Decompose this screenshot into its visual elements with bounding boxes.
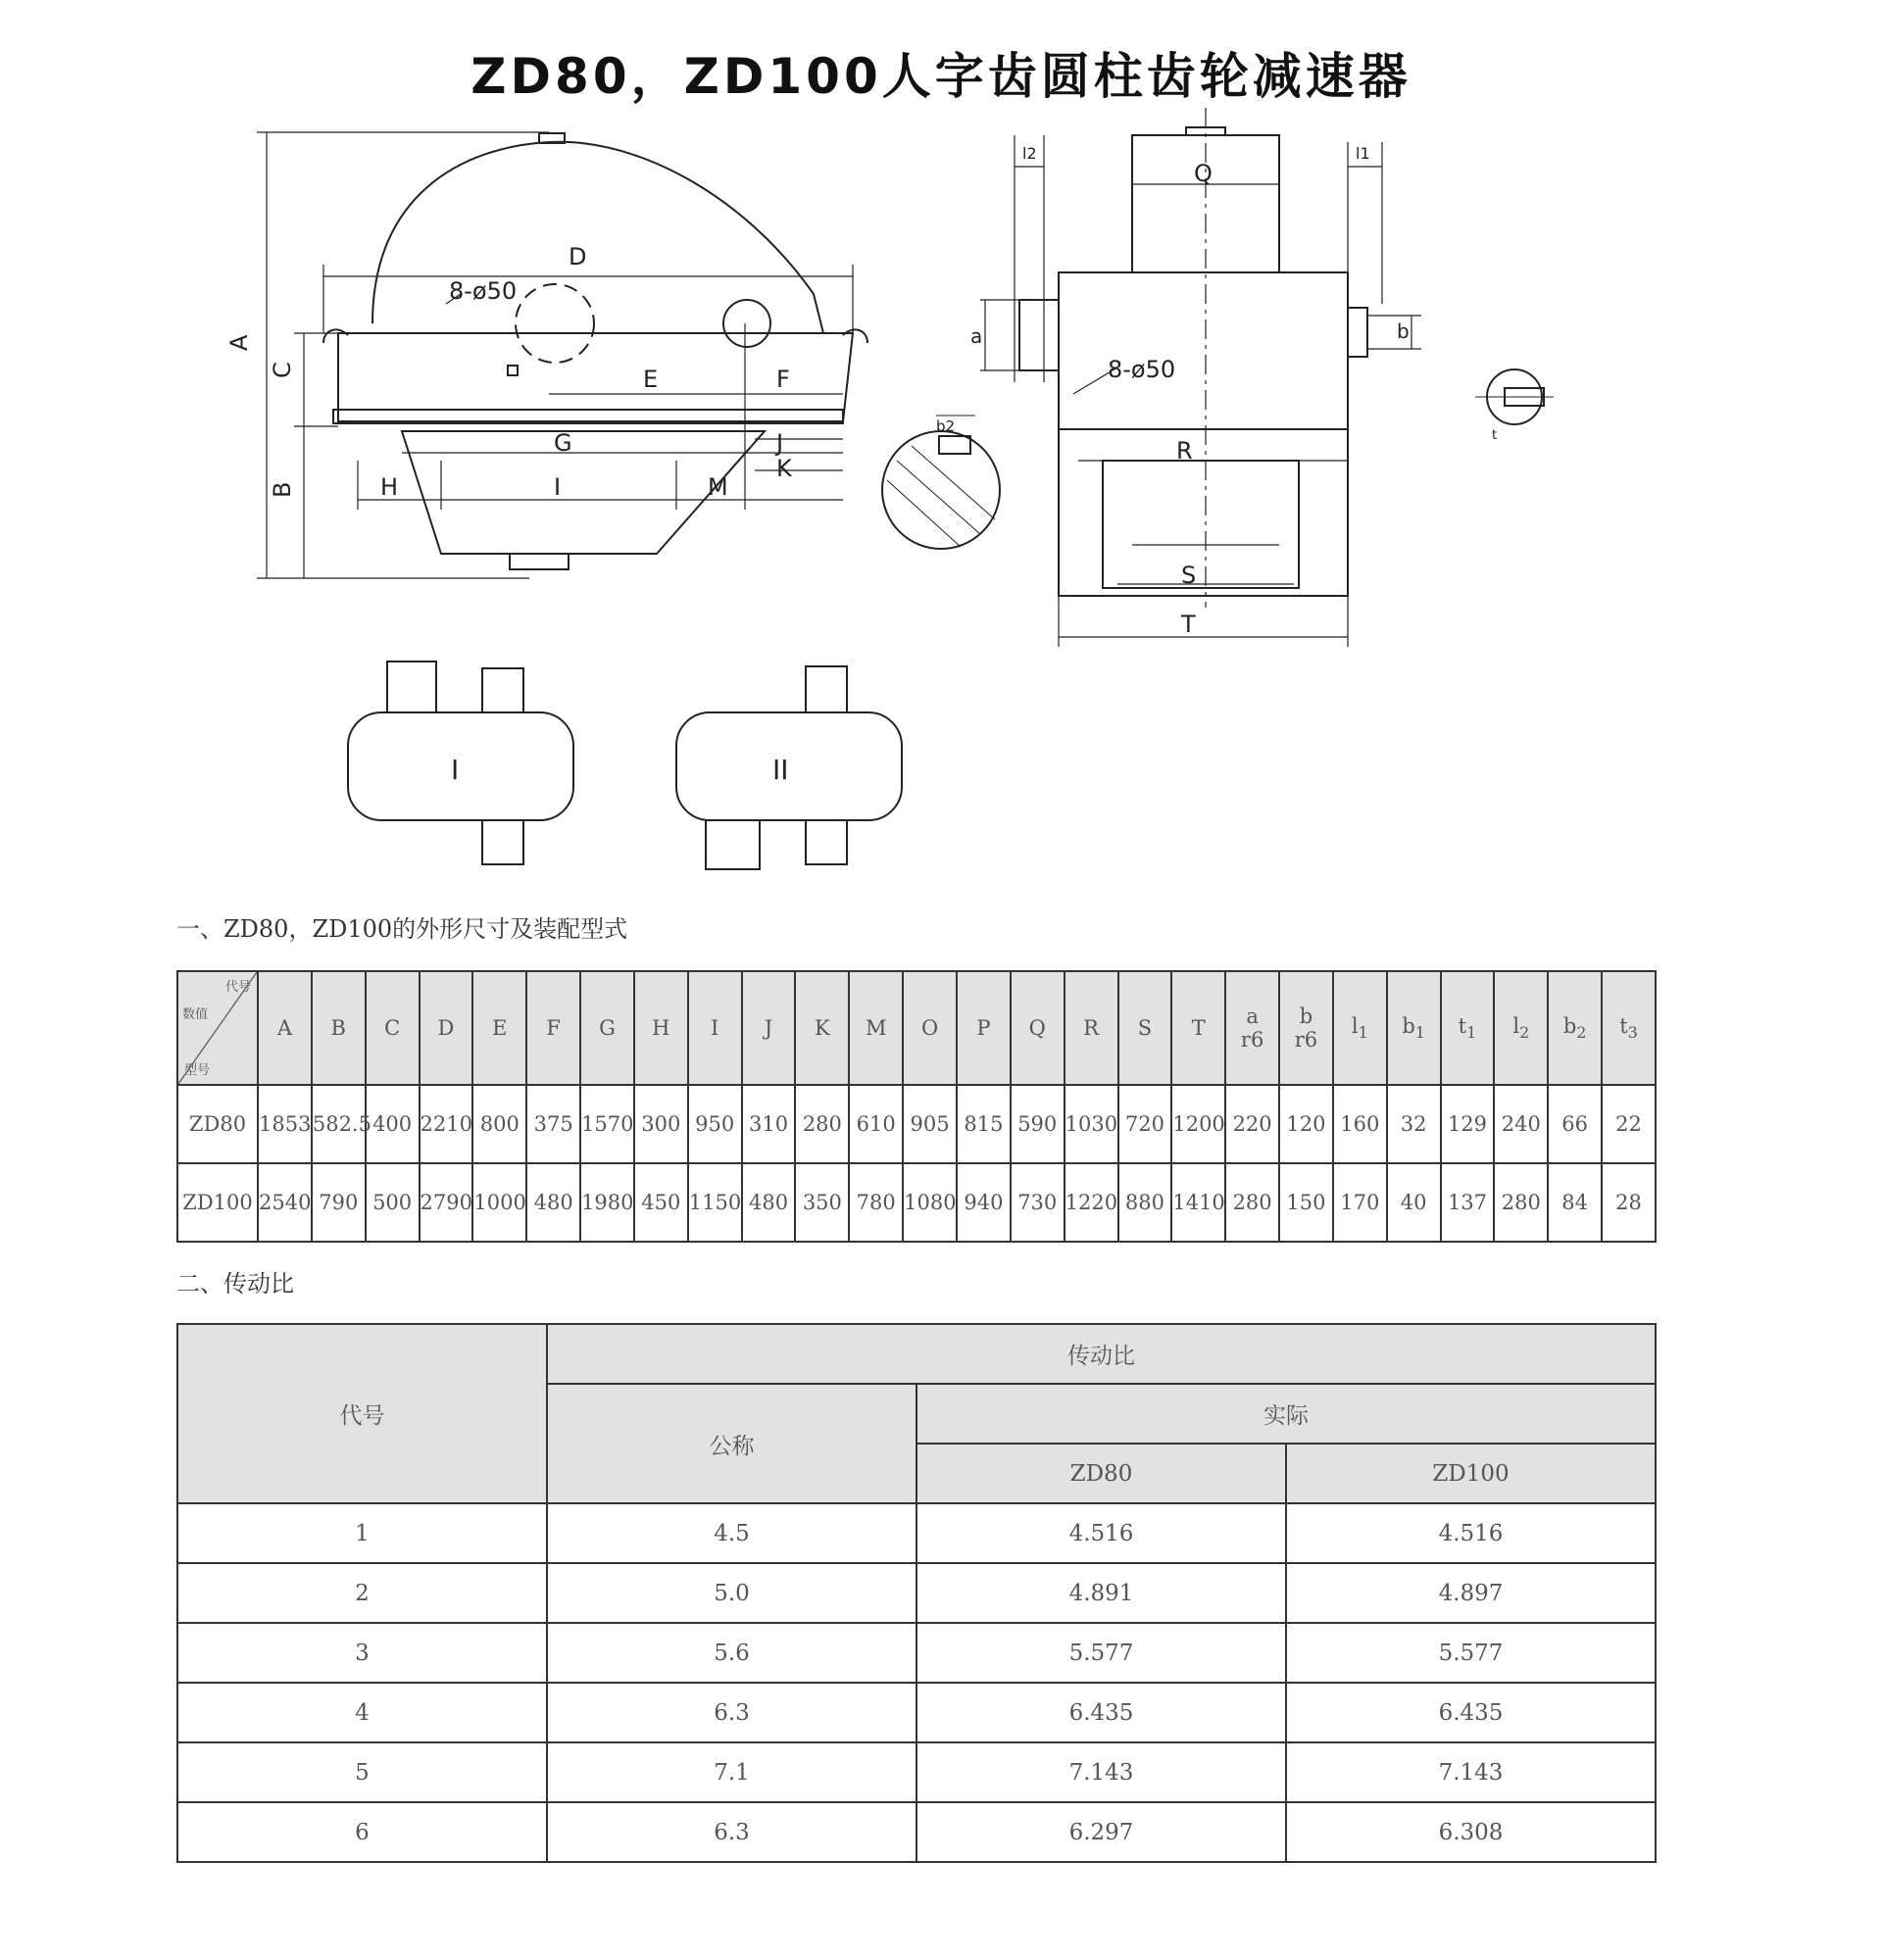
ratio-nominal-cell: 5.6	[547, 1623, 916, 1683]
dims-corner-cell: 代号 数值 型号	[177, 971, 258, 1085]
dims-header-row	[177, 971, 1656, 1085]
value-cell: 720	[1118, 1085, 1172, 1163]
value-cell: 590	[1011, 1085, 1065, 1163]
value-cell: 280	[1494, 1163, 1548, 1242]
label-I: I	[554, 473, 562, 501]
label-E: E	[643, 366, 659, 393]
label-bolt-left: 8-ø50	[449, 277, 518, 305]
label-t: t	[1492, 428, 1498, 443]
ratio-nominal-cell: 4.5	[547, 1503, 916, 1563]
dims-header-cell: S	[1118, 971, 1172, 1085]
value-cell: 1000	[472, 1163, 526, 1242]
dims-header-cell: D	[420, 971, 473, 1085]
label-F: F	[776, 366, 790, 393]
value-cell: 170	[1333, 1163, 1387, 1242]
value-cell: 1853	[258, 1085, 312, 1163]
dims-header-cell: $b_1$	[1387, 971, 1441, 1085]
ratio-main-header: 传动比	[547, 1324, 1656, 1384]
value-cell: 375	[526, 1085, 580, 1163]
table-row	[177, 1503, 1656, 1563]
value-cell: 480	[742, 1163, 796, 1242]
transmission-ratio-table	[176, 1323, 1657, 1863]
ratio-code-cell: 2	[177, 1563, 547, 1623]
drain-plug	[510, 554, 569, 569]
side-housing	[1059, 272, 1348, 429]
value-cell: 2540	[258, 1163, 312, 1242]
table-row	[177, 1163, 1656, 1242]
value-cell: 905	[903, 1085, 957, 1163]
value-cell: 129	[1441, 1085, 1495, 1163]
value-cell: 120	[1279, 1085, 1333, 1163]
dims-header-cell: a r6	[1225, 971, 1279, 1085]
ratio-zd100-cell: 6.308	[1286, 1802, 1656, 1862]
value-cell: 150	[1279, 1163, 1333, 1242]
label-Q: Q	[1194, 160, 1213, 187]
value-cell: 610	[849, 1085, 903, 1163]
value-cell: 940	[957, 1163, 1011, 1242]
value-cell: 137	[1441, 1163, 1495, 1242]
ratio-actual-header: 实际	[916, 1384, 1656, 1444]
value-cell: 950	[688, 1085, 742, 1163]
section-title-dimensions: 一、ZD80，ZD100的外形尺寸及装配型式	[176, 915, 628, 943]
label-J: J	[776, 429, 784, 457]
keyway-section	[882, 431, 1000, 549]
dims-header-cell: P	[957, 971, 1011, 1085]
table-row	[177, 1802, 1656, 1862]
value-cell: 815	[957, 1085, 1011, 1163]
value-cell: 1220	[1065, 1163, 1118, 1242]
dims-header-cell: H	[634, 971, 688, 1085]
dims-header-cell: $l_1$	[1333, 971, 1387, 1085]
value-cell: 160	[1333, 1085, 1387, 1163]
ratio-zd80-cell: 5.577	[916, 1623, 1286, 1683]
value-cell: 880	[1118, 1163, 1172, 1242]
section-title-ratio: 二、传动比	[176, 1270, 294, 1298]
model-cell: ZD80	[177, 1085, 258, 1163]
value-cell: 350	[795, 1163, 849, 1242]
label-K: K	[776, 455, 792, 482]
output-shaft-circle	[516, 284, 594, 363]
model-cell: ZD100	[177, 1163, 258, 1242]
dims-header-cell: M	[849, 971, 903, 1085]
dims-header-cell: I	[688, 971, 742, 1085]
ratio-code-cell: 4	[177, 1683, 547, 1742]
ratio-zd80-cell: 7.143	[916, 1742, 1286, 1802]
value-cell: 450	[634, 1163, 688, 1242]
label-G: G	[554, 429, 572, 457]
value-cell: 310	[742, 1085, 796, 1163]
value-cell: 1410	[1171, 1163, 1225, 1242]
dims-header-cell: K	[795, 971, 849, 1085]
label-C: C	[269, 362, 296, 378]
ratio-zd100-cell: 5.577	[1286, 1623, 1656, 1683]
dims-header-cell: $l_2$	[1494, 971, 1548, 1085]
value-cell: 2210	[420, 1085, 473, 1163]
label-l2: l2	[1022, 144, 1037, 163]
label-S: S	[1181, 562, 1197, 589]
dims-header-cell: $t_1$	[1441, 971, 1495, 1085]
label-bolt-right: 8-ø50	[1108, 356, 1176, 383]
ratio-zd100-cell: 4.897	[1286, 1563, 1656, 1623]
dims-header-cell: b r6	[1279, 971, 1333, 1085]
dims-header-cell: $b_2$	[1548, 971, 1602, 1085]
value-cell: 240	[1494, 1085, 1548, 1163]
label-H: H	[380, 473, 399, 501]
value-cell: 220	[1225, 1085, 1279, 1163]
dims-header-cell: O	[903, 971, 957, 1085]
dims-header-cell: J	[742, 971, 796, 1085]
ratio-zd100-cell: 4.516	[1286, 1503, 1656, 1563]
value-cell: 84	[1548, 1163, 1602, 1242]
dims-header-cell: $t_3$	[1602, 971, 1656, 1085]
value-cell: 280	[795, 1085, 849, 1163]
value-cell: 1980	[580, 1163, 634, 1242]
table-row	[177, 1623, 1656, 1683]
label-M: M	[708, 473, 728, 501]
dims-header-cell: A	[258, 971, 312, 1085]
label-b: b	[1397, 319, 1410, 343]
label-A: A	[225, 334, 253, 351]
dims-header-cell: G	[580, 971, 634, 1085]
label-a: a	[970, 324, 983, 348]
ratio-zd100-cell: 6.435	[1286, 1683, 1656, 1742]
value-cell: 1570	[580, 1085, 634, 1163]
input-shaft-circle	[723, 300, 770, 347]
table-row	[177, 1742, 1656, 1802]
value-cell: 300	[634, 1085, 688, 1163]
ratio-zd80-cell: 4.516	[916, 1503, 1286, 1563]
assembly-i-label: I	[451, 754, 460, 786]
assembly-ii-body	[676, 712, 902, 820]
value-cell: 280	[1225, 1163, 1279, 1242]
value-cell: 1200	[1171, 1085, 1225, 1163]
ratio-zd80-header: ZD80	[916, 1444, 1286, 1503]
label-R: R	[1176, 437, 1193, 465]
assembly-ii-label: II	[772, 754, 789, 786]
ratio-code-cell: 1	[177, 1503, 547, 1563]
label-l1: l1	[1356, 144, 1370, 163]
value-cell: 1030	[1065, 1085, 1118, 1163]
value-cell: 40	[1387, 1163, 1441, 1242]
dimensions-table	[176, 970, 1657, 1243]
page-title: ZD80，ZD100人字齿圆柱齿轮减速器	[470, 48, 1412, 105]
ratio-zd80-cell: 6.297	[916, 1802, 1286, 1862]
value-cell: 1080	[903, 1163, 957, 1242]
ratio-zd80-cell: 4.891	[916, 1563, 1286, 1623]
dims-header-cell: T	[1171, 971, 1225, 1085]
ratio-code-cell: 3	[177, 1623, 547, 1683]
reducer-drawing	[0, 0, 1882, 882]
label-B: B	[269, 481, 296, 498]
value-cell: 500	[366, 1163, 420, 1242]
value-cell: 582.5	[312, 1085, 366, 1163]
housing-cover	[372, 142, 823, 333]
label-T: T	[1181, 611, 1196, 638]
ratio-zd100-header: ZD100	[1286, 1444, 1656, 1503]
value-cell: 800	[472, 1085, 526, 1163]
label-b2: b2	[936, 417, 956, 435]
ratio-nominal-header: 公称	[547, 1384, 916, 1503]
ratio-nominal-cell: 7.1	[547, 1742, 916, 1802]
ratio-code-cell: 6	[177, 1802, 547, 1862]
dims-header-cell: F	[526, 971, 580, 1085]
ratio-zd80-cell: 6.435	[916, 1683, 1286, 1742]
dims-header-cell: B	[312, 971, 366, 1085]
value-cell: 28	[1602, 1163, 1656, 1242]
ratio-nominal-cell: 5.0	[547, 1563, 916, 1623]
ratio-code-header: 代号	[177, 1324, 547, 1503]
value-cell: 2790	[420, 1163, 473, 1242]
value-cell: 32	[1387, 1085, 1441, 1163]
value-cell: 1150	[688, 1163, 742, 1242]
table-row	[177, 1085, 1656, 1163]
dims-header-cell: E	[472, 971, 526, 1085]
label-D: D	[569, 243, 587, 270]
value-cell: 480	[526, 1163, 580, 1242]
ratio-nominal-cell: 6.3	[547, 1683, 916, 1742]
dims-header-cell: Q	[1011, 971, 1065, 1085]
ratio-zd100-cell: 7.143	[1286, 1742, 1656, 1802]
value-cell: 790	[312, 1163, 366, 1242]
dims-header-cell: R	[1065, 971, 1118, 1085]
table-row	[177, 1563, 1656, 1623]
value-cell: 730	[1011, 1163, 1065, 1242]
table-row	[177, 1683, 1656, 1742]
value-cell: 66	[1548, 1085, 1602, 1163]
ratio-nominal-cell: 6.3	[547, 1802, 916, 1862]
dims-header-cell: C	[366, 971, 420, 1085]
value-cell: 400	[366, 1085, 420, 1163]
ratio-code-cell: 5	[177, 1742, 547, 1802]
assembly-i-body	[348, 712, 573, 820]
value-cell: 22	[1602, 1085, 1656, 1163]
value-cell: 780	[849, 1163, 903, 1242]
